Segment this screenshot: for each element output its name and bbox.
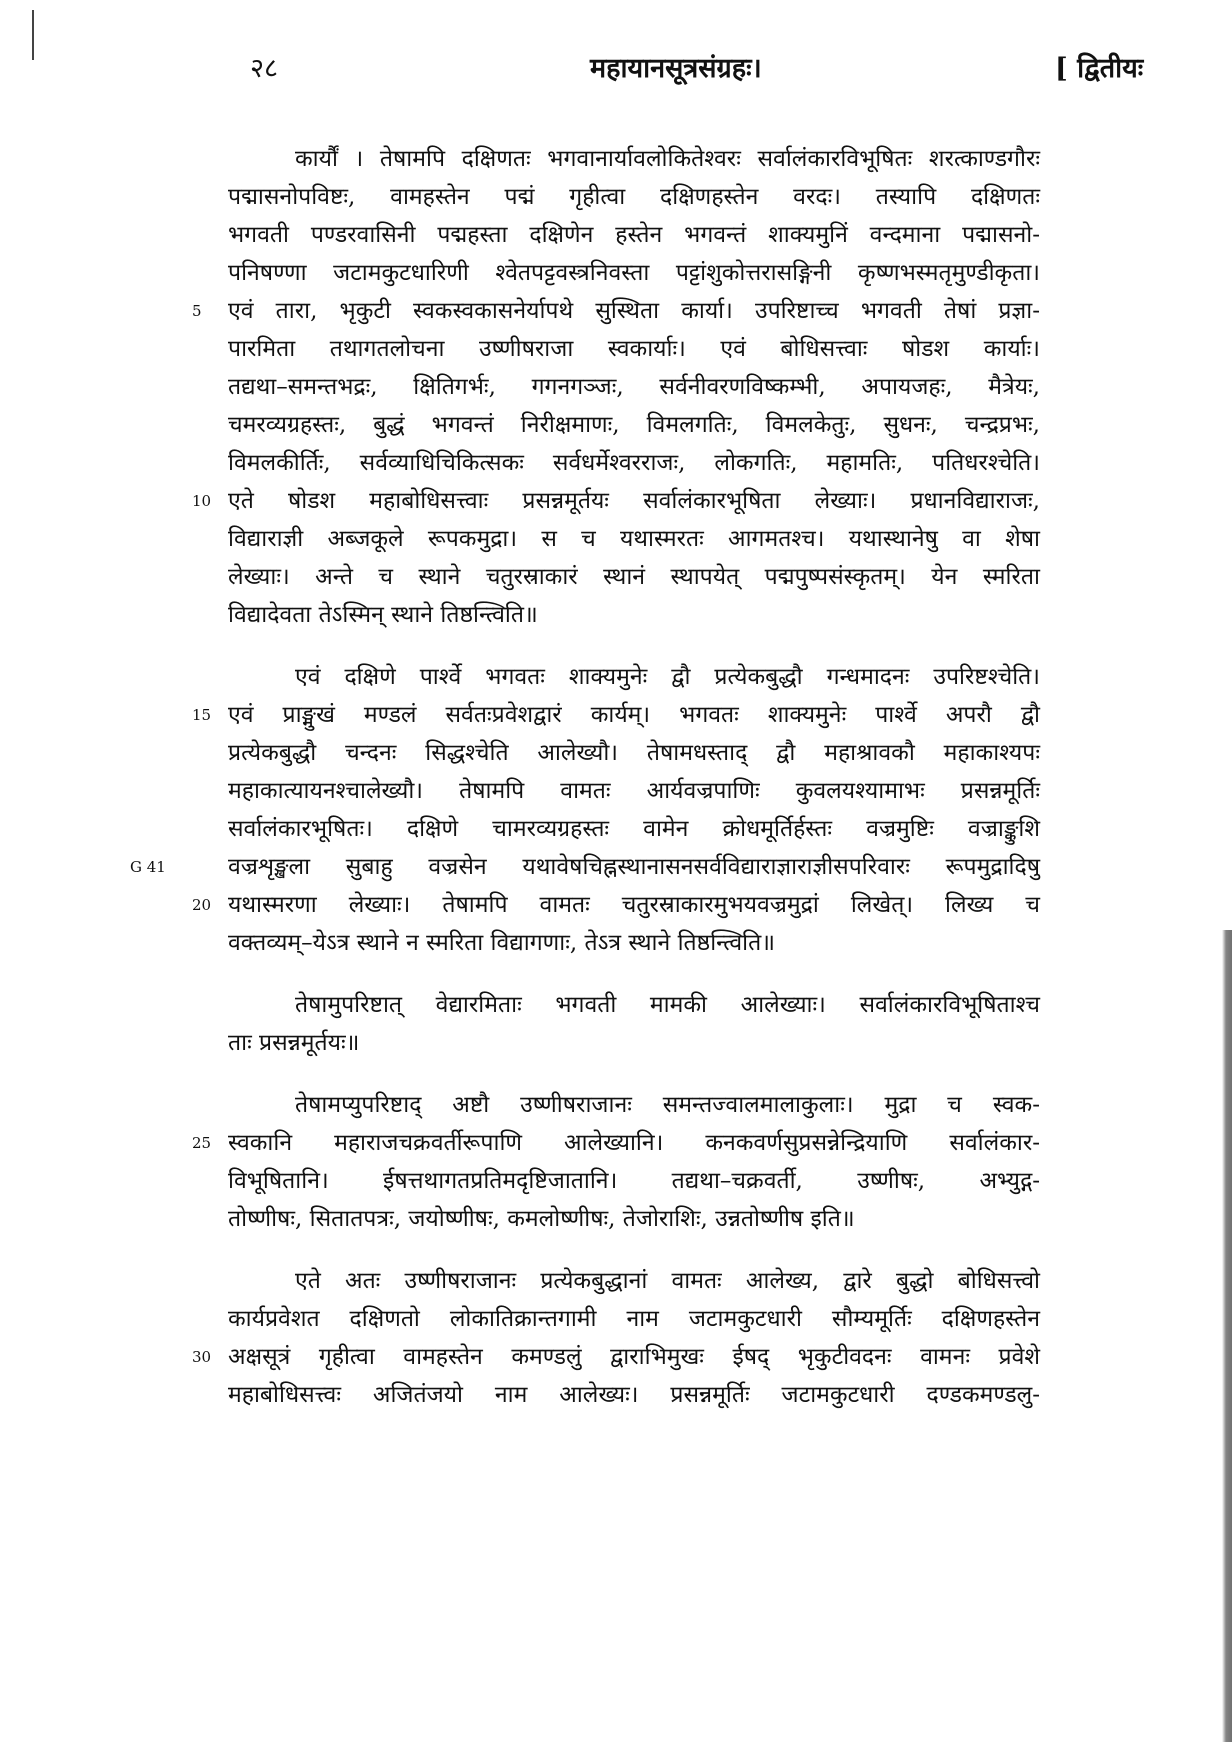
- line-number: 5: [192, 302, 202, 320]
- line-text: विद्यादेवता तेऽस्मिन् स्थाने तिष्ठन्त्विति॥: [228, 602, 538, 628]
- text-line: [228, 368, 1040, 406]
- scan-margin-mark: [32, 10, 34, 60]
- text-line: [130, 848, 1040, 886]
- line-text: अक्षसूत्रं गृहीत्वा वामहस्तेन कमण्डलुं द्वाराभिमुखः ईषद् भृकुटीवदनः वामनः प्रवेशे: [228, 1344, 1040, 1370]
- text-line: [228, 772, 1040, 810]
- line-text: भगवती पण्डरवासिनी पद्महस्ता दक्षिणेन हस्तेन भगवन्तं शाक्यमुनिं वन्दमाना पद्मासनो-: [228, 222, 1040, 248]
- line-number: 25: [192, 1134, 212, 1152]
- margin-reference: G 41: [130, 858, 166, 876]
- line-text: चमरव्यग्रहस्तः, बुद्धं भगवन्तं निरीक्षमाणः, विमलगतिः, विमलकेतुः, सुधनः, चन्द्रप्रभः,: [228, 412, 1040, 438]
- text-line: [295, 986, 1040, 1024]
- line-number: 20: [192, 896, 212, 914]
- text-line: [192, 1124, 1040, 1162]
- page-number: २८: [250, 53, 279, 84]
- line-text: लेख्याः। अन्ते च स्थाने चतुरस्राकारं स्थानं स्थापयेत् पद्मपुष्पसंस्कृतम्। येन स्मरिता: [228, 564, 1040, 590]
- line-number: 15: [192, 706, 212, 724]
- line-text: तेषामप्युपरिष्टाद् अष्टौ उष्णीषराजानः समन्तज्वालमालाकुलाः। मुद्रा च स्वक-: [295, 1092, 1040, 1118]
- text-line: [192, 886, 1040, 924]
- text-line: [228, 924, 1040, 962]
- text-line: [228, 216, 1040, 254]
- line-text: एवं तारा, भृकुटी स्वकस्वकासनेर्यापथे सुस्थिता कार्या। उपरिष्टाच्च भगवती तेषां प्रज्ञा-: [228, 298, 1040, 324]
- line-text: एवं प्राङ्मुखं मण्डलं सर्वतःप्रवेशद्वारं कार्यम्। भगवतः शाक्यमुनेः पार्श्वे अपरौ द्वौ: [228, 702, 1040, 728]
- line-text: सर्वालंकारभूषितः। दक्षिणे चामरव्यग्रहस्तः वामेन क्रोधमूर्तिर्हस्तः वज्रमुष्टिः वज्राङ्कुशि: [228, 816, 1040, 842]
- line-text: प्रत्येकबुद्धौ चन्दनः सिद्धश्चेति आलेख्यौ। तेषामधस्ताद् द्वौ महाश्रावकौ महाकाश्यपः: [228, 740, 1040, 766]
- text-line: [228, 406, 1040, 444]
- scan-edge-shadow: [1222, 930, 1232, 1742]
- text-line: [228, 1376, 1040, 1414]
- line-text: वज्रशृङ्खला सुबाहु वज्रसेन यथावेषचिह्नस्थानासनसर्वविद्याराज्ञाराज्ञीसपरिवारः रूपमुद्रादिषु: [228, 854, 1040, 880]
- line-text: महाबोधिसत्त्वः अजितंजयो नाम आलेख्यः। प्रसन्नमूर्तिः जटामकुटधारी दण्डकमण्डलु-: [228, 1382, 1040, 1408]
- section-label: [ द्वितीयः: [1055, 53, 1144, 84]
- text-line: [228, 1300, 1040, 1338]
- line-text: स्वकानि महाराजचक्रवर्तीरूपाणि आलेख्यानि। कनकवर्णसुप्रसन्नेन्द्रियाणि सर्वालंकार-: [228, 1130, 1040, 1156]
- line-text: एवं दक्षिणे पार्श्वे भगवतः शाक्यमुनेः द्वौ प्रत्येकबुद्धौ गन्धमादनः उपरिष्टश्चेति।: [295, 664, 1040, 690]
- line-text: विभूषितानि। ईषत्तथागतप्रतिमदृष्टिजातानि। तद्यथा–चक्रवर्ती, उष्णीषः, अभ्युद्ग-: [228, 1168, 1040, 1194]
- paragraph: [0, 1086, 1232, 1238]
- line-text: तोष्णीषः, सितातपत्रः, जयोष्णीषः, कमलोष्णीषः, तेजोराशिः, उन्नतोष्णीष इति॥: [228, 1206, 855, 1232]
- line-text: तद्यथा–समन्तभद्रः, क्षितिगर्भः, गगनगञ्जः, सर्वनीवरणविष्कम्भी, अपायजहः, मैत्रेयः,: [228, 374, 1040, 400]
- text-line: [192, 482, 1040, 520]
- text-line: [228, 558, 1040, 596]
- text-line: [228, 178, 1040, 216]
- text-line: [295, 658, 1040, 696]
- line-text: पारमिता तथागतलोचना उष्णीषराजा स्वकार्याः। एवं बोधिसत्त्वाः षोडश कार्याः।: [228, 336, 1040, 362]
- text-line: [228, 444, 1040, 482]
- page-body: [0, 140, 1232, 1438]
- paragraph: [0, 140, 1232, 634]
- line-text: ताः प्रसन्नमूर्तयः॥: [228, 1030, 360, 1056]
- text-line: [192, 696, 1040, 734]
- line-text: विद्याराज्ञी अब्जकूले रूपकमुद्रा। स च यथास्मरतः आगमतश्च। यथास्थानेषु वा शेषा: [228, 526, 1040, 552]
- text-line: [228, 1024, 1040, 1062]
- paragraph: [0, 986, 1232, 1062]
- text-line: [295, 1262, 1040, 1300]
- line-text: विमलकीर्तिः, सर्वव्याधिचिकित्सकः सर्वधर्मेश्वरराजः, लोकगतिः, महामतिः, पतिधरश्चेति।: [228, 450, 1040, 476]
- running-title: महायानसूत्रसंग्रहः।: [590, 53, 762, 84]
- line-text: एते अतः उष्णीषराजानः प्रत्येकबुद्धानां वामतः आलेख्य, द्वारे बुद्धो बोधिसत्त्वो: [295, 1268, 1040, 1294]
- paragraph: [0, 1262, 1232, 1414]
- text-line: [228, 734, 1040, 772]
- line-number: 30: [192, 1348, 212, 1366]
- line-text: पनिषण्णा जटामकुटधारिणी श्वेतपट्टवस्त्रनिवस्ता पट्टांशुकोत्तरासङ्गिनी कृष्णभस्मतृमुण्डीकृता।: [228, 260, 1040, 286]
- text-line: [228, 1162, 1040, 1200]
- line-text: महाकात्यायनश्चालेख्यौ। तेषामपि वामतः आर्यवज्रपाणिः कुवलयश्यामाभः प्रसन्नमूर्तिः: [228, 778, 1040, 804]
- text-line: [228, 330, 1040, 368]
- text-line: [295, 140, 1040, 178]
- line-text: कार्यप्रवेशत दक्षिणतो लोकातिक्रान्तगामी नाम जटामकुटधारी सौम्यमूर्तिः दक्षिणहस्तेन: [228, 1306, 1040, 1332]
- line-text: पद्मासनोपविष्टः, वामहस्तेन पद्मं गृहीत्वा दक्षिणहस्तेन वरदः। तस्यापि दक्षिणतः: [228, 184, 1040, 210]
- line-text: कार्यौं । तेषामपि दक्षिणतः भगवानार्यावलोकितेश्वरः सर्वालंकारविभूषितः शरत्काण्डगौरः: [295, 146, 1040, 172]
- line-text: यथास्मरणा लेख्याः। तेषामपि वामतः चतुरस्राकारमुभयवज्रमुद्रां लिखेत्। लिख्य च: [228, 892, 1040, 918]
- text-line: [228, 1200, 1040, 1238]
- text-line: [228, 520, 1040, 558]
- text-line: [295, 1086, 1040, 1124]
- line-number: 10: [192, 492, 212, 510]
- line-text: एते षोडश महाबोधिसत्त्वाः प्रसन्नमूर्तयः सर्वालंकारभूषिता लेख्याः। प्रधानविद्याराजः,: [228, 488, 1040, 514]
- text-line: [228, 254, 1040, 292]
- text-line: [192, 292, 1040, 330]
- text-line: [228, 596, 1040, 634]
- text-line: [228, 810, 1040, 848]
- text-line: [192, 1338, 1040, 1376]
- line-text: वक्तव्यम्–येऽत्र स्थाने न स्मरिता विद्यागणाः, तेऽत्र स्थाने तिष्ठन्त्विति॥: [228, 930, 775, 956]
- line-text: तेषामुपरिष्टात् वेद्यारमिताः भगवती मामकी आलेख्याः। सर्वालंकारविभूषिताश्च: [295, 992, 1040, 1018]
- paragraph: [0, 658, 1232, 962]
